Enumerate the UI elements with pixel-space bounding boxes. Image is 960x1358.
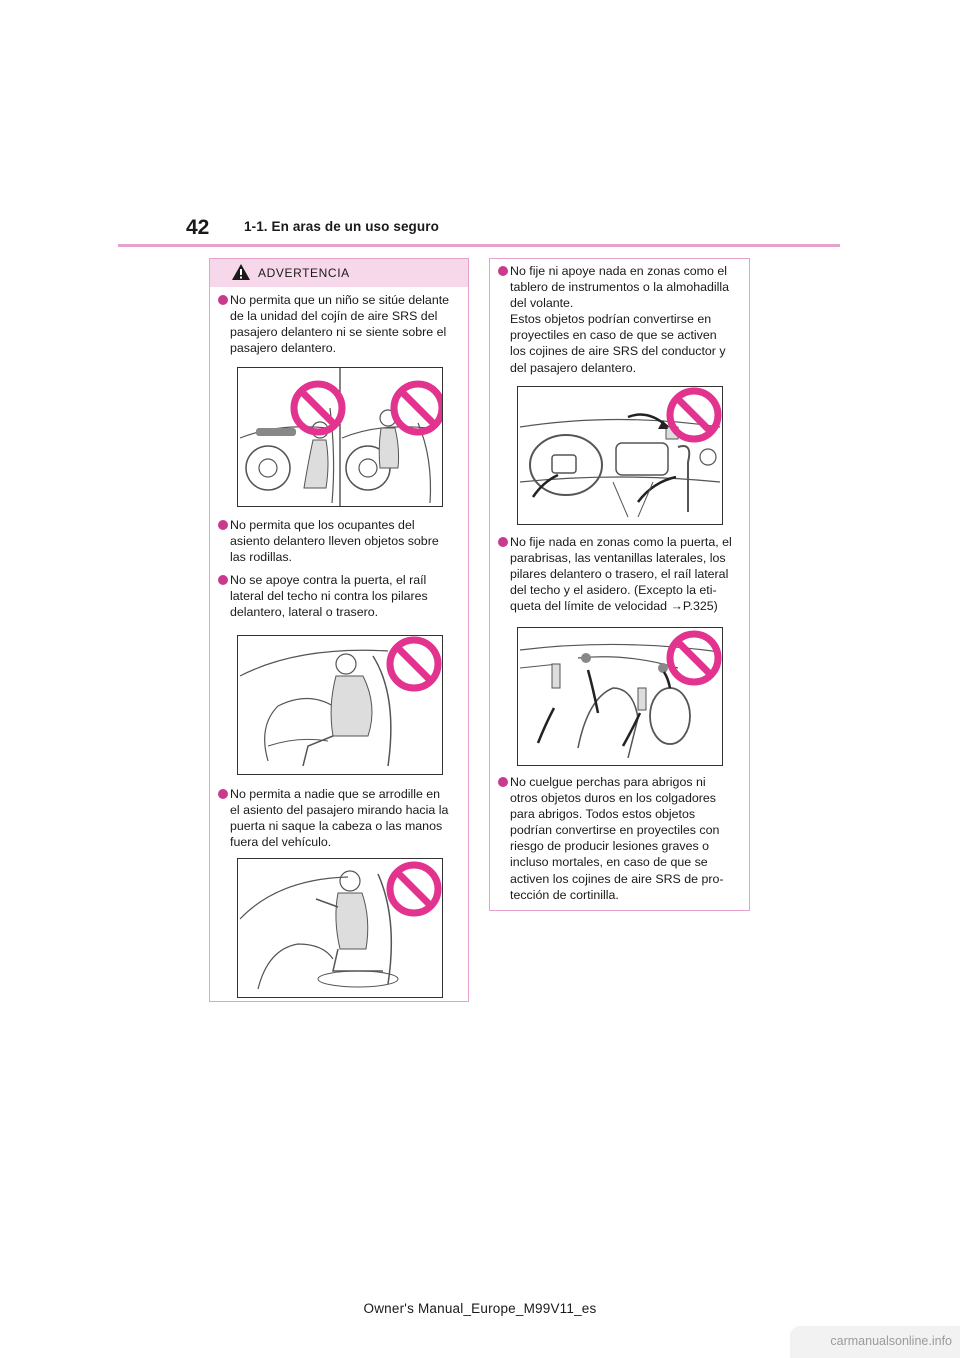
bullet-icon xyxy=(218,520,228,530)
warning-item-coat-hooks xyxy=(498,774,743,903)
warning-item-text: No cuelgue perchas para abrigos ni otros objetos duros en los colgadores para abrigos. Todos estos objetos podrían convertirse en proyectiles con riesgo de producir lesiones graves o incluso mortales, en caso de que se activen los cojines de aire SRS de pro- tección de cortinilla. xyxy=(510,775,724,902)
illustration-dashboard-objects xyxy=(517,386,723,525)
warning-item-text: No permita que los ocupantes del asiento delantero lleven objetos sobre las rodillas. xyxy=(230,518,439,565)
illustration-door-window-objects xyxy=(517,627,723,766)
bullet-icon xyxy=(218,295,228,305)
warning-header xyxy=(210,259,468,287)
illustration-kneel-seat xyxy=(237,858,443,998)
warning-item-kneel-seat xyxy=(218,786,462,850)
bullet-icon xyxy=(498,777,508,787)
warning-title: ADVERTENCIA xyxy=(258,266,350,280)
warning-item-dashboard-objects xyxy=(498,263,743,376)
warning-triangle-icon xyxy=(231,263,251,286)
bullet-icon xyxy=(498,537,508,547)
illustration-lean-door xyxy=(237,635,443,775)
warning-item-text: No permita a nadie que se arrodille en el asiento del pasajero mirando hacia la puerta ni saque la cabeza o las manos fuera del vehículo. xyxy=(230,787,449,850)
illustration-child-front-seat xyxy=(237,367,443,507)
prohibition-icon xyxy=(390,865,438,913)
warning-item-lean-door xyxy=(218,572,462,620)
warning-item-text: No fije ni apoye nada en zonas como el tablero de instrumentos o la almohadilla del volante. Estos objetos podrían convertirse en proyectiles en caso de que se activen los cojines de aire SRS del conductor y del pasajero delantero. xyxy=(510,264,730,375)
warning-box-left xyxy=(209,258,469,1002)
prohibition-icon xyxy=(390,640,438,688)
section-title: 1-1. En aras de un uso seguro xyxy=(244,219,439,234)
watermark-text: carmanualsonline.info xyxy=(830,1334,952,1348)
page-number: 42 xyxy=(186,216,210,239)
bullet-icon xyxy=(218,575,228,585)
prohibition-icon xyxy=(670,391,718,439)
warning-item-door-window-objects xyxy=(498,534,743,614)
prohibition-icon xyxy=(294,384,342,432)
header-rule xyxy=(118,244,840,247)
warning-item-lap-objects xyxy=(218,517,462,565)
warning-item-text: No fije nada en zonas como la puerta, el parabrisas, las ventanillas laterales, los pilares delantero o trasero, el raíl lateral del techo y el asidero. (Excepto la eti- queta del límite de velocidad →P.325) xyxy=(510,535,732,614)
warning-item-text: No permita que un niño se sitúe delante de la unidad del cojín de aire SRS del pasajero delantero ni se siente sobre el pasajero delantero. xyxy=(230,293,450,356)
bullet-icon xyxy=(498,266,508,276)
warning-item-text: No se apoye contra la puerta, el raíl lateral del techo ni contra los pilares delantero, lateral o trasero. xyxy=(230,573,428,620)
warning-item-child-front xyxy=(218,292,462,356)
warning-box-right xyxy=(489,258,750,911)
prohibition-icon xyxy=(670,634,718,682)
watermark xyxy=(790,1326,960,1358)
footer-manual-id: Owner's Manual_Europe_M99V11_es xyxy=(363,1301,597,1316)
bullet-icon xyxy=(218,789,228,799)
